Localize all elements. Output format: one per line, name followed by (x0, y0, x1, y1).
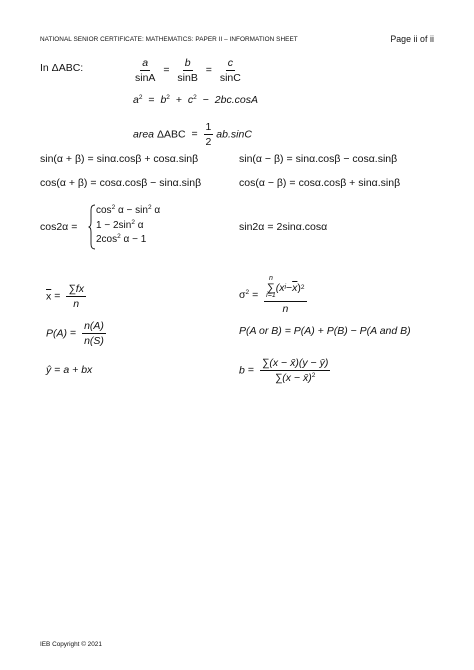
cos-rule-b: b (160, 94, 167, 106)
cos-rule-2bccosA: 2bc.cosA (214, 94, 258, 106)
var-den: n (282, 302, 289, 315)
half-num: 1 (204, 121, 214, 135)
header-title: NATIONAL SENIOR CERTIFICATE: MATHEMATICS: PAPER II – INFORMATION SHEET (40, 36, 298, 43)
p-or-formula (239, 326, 411, 337)
regression-formula: ŷ = a + bx (46, 364, 93, 376)
sin2-rhs: 2sinα.cosα (276, 221, 328, 233)
b-formula: b = $\frac{\sum(x - x̄)(y - ȳ)}{\sum(x - x̄)^2}$ (239, 357, 329, 385)
cos2-case-2: $1 - 2\sin^2$ α (96, 218, 144, 231)
b-num: ∑(x − x̄)(y − ȳ) (261, 357, 329, 369)
var-sum-top: n (268, 275, 273, 282)
cos-minus-lhs: cos(α − β) (239, 177, 287, 189)
sigma-symbol: σ (239, 289, 246, 302)
pa-lhs: P(A) (46, 327, 67, 340)
cosine-rule: $a^2 = b^2 + c^2 - 2bc.\cos A$ (133, 94, 258, 106)
sin-minus-formula: sin(α − β) = sinα.cosβ − cosα.sinβ (239, 153, 398, 165)
cos-plus-formula: cos(α + β) = cosα.cosβ − sinα.sinβ (40, 177, 202, 189)
cos2-cases (96, 204, 160, 248)
p-or: P(A or B) = P(A) + P(B) − P(A and B) (239, 325, 411, 337)
mean-den: n (73, 298, 80, 311)
sine-sinC: sinC (219, 72, 241, 85)
left-brace-icon (88, 204, 96, 250)
mean-num: ∑fx (68, 283, 84, 295)
mean-xbar: $\overline{x}$ (46, 290, 52, 303)
pa-den: n(S) (84, 335, 104, 348)
cos-rule-a: a (133, 94, 139, 106)
footer-copyright: IEB Copyright © 2021 (40, 641, 102, 648)
area-absinc: ab.sinC (216, 128, 252, 141)
cos2-case-1: $\cos^2 \alpha - \sin^2 \alpha$ (96, 204, 161, 216)
cos2-lhs: cos2α (40, 221, 69, 233)
var-xbar: $\overline{x}$ (292, 281, 298, 294)
sine-a: a (142, 57, 149, 69)
cos-minus-formula: cos(α − β) = cosα.cosβ + sinα.sinβ (239, 177, 401, 189)
sin-plus-formula: sin(α + β) = sinα.cosβ + cosα.sinβ (40, 153, 199, 165)
area-formula: area ΔABC = $\frac{1}{2}$ ab.sinC (133, 121, 252, 149)
pa-num: n(A) (84, 320, 104, 332)
triangle-label: In ΔABC: (40, 62, 84, 74)
sine-sinA: sinA (135, 72, 156, 85)
sin-minus-lhs: sin(α − β) (239, 153, 284, 165)
b-lhs: b (239, 364, 245, 377)
b-den: ∑(x − x̄) (274, 372, 312, 385)
sine-c: c (227, 57, 233, 69)
area-delta: ΔABC (156, 128, 186, 141)
variance-formula: $\sigma^2$ = n ∑ i=1 (x i − $\overline{x}$ ) 2 n (239, 275, 305, 315)
cos-rule-c: c (187, 94, 194, 106)
sin-minus-rhs: sinα.cosβ − cosα.sinβ (295, 153, 398, 165)
sine-rule: $\frac{a}{\sin A}$ = $\frac{b}{\sin B}$ = $\frac{c}{\sin C}$ (135, 57, 241, 85)
sine-sinB: sinB (177, 72, 198, 85)
pa-formula: P(A) = $\frac{n(A)}{n(S)}$ (46, 320, 104, 348)
sin2-formula: sin2α = 2sinα.cosα (239, 221, 328, 233)
cos-plus-lhs: cos(α + β) (40, 177, 88, 189)
cos-minus-rhs: cosα.cosβ + sinα.sinβ (298, 177, 401, 189)
var-minus: − (286, 281, 293, 294)
cos2-lhs-group: cos2α = (40, 221, 78, 233)
sin2-lhs: sin2α (239, 221, 265, 233)
page-number: Page ii of ii (390, 34, 434, 44)
cos-plus-rhs: cosα.cosβ − sinα.sinβ (99, 177, 202, 189)
half-den: 2 (205, 136, 212, 149)
var-term-i: i (284, 283, 287, 291)
regression-rhs: a + bx (63, 364, 93, 376)
cos2-case-3: $2\cos^2$ α − 1 (96, 233, 147, 245)
var-sum-bot: i=1 (266, 292, 276, 300)
var-term: (x (275, 281, 285, 294)
sin-plus-rhs: sinα.cosβ + cosα.sinβ (96, 153, 199, 165)
sine-b: b (184, 57, 191, 69)
area-word: area (133, 128, 155, 141)
sin-plus-lhs: sin(α + β) (40, 153, 85, 165)
mean-formula: $\overline{x}$ = $\frac{\sum fx}{n}$ (46, 283, 84, 311)
var-close: ) (297, 281, 301, 294)
yhat: ŷ (46, 364, 52, 376)
